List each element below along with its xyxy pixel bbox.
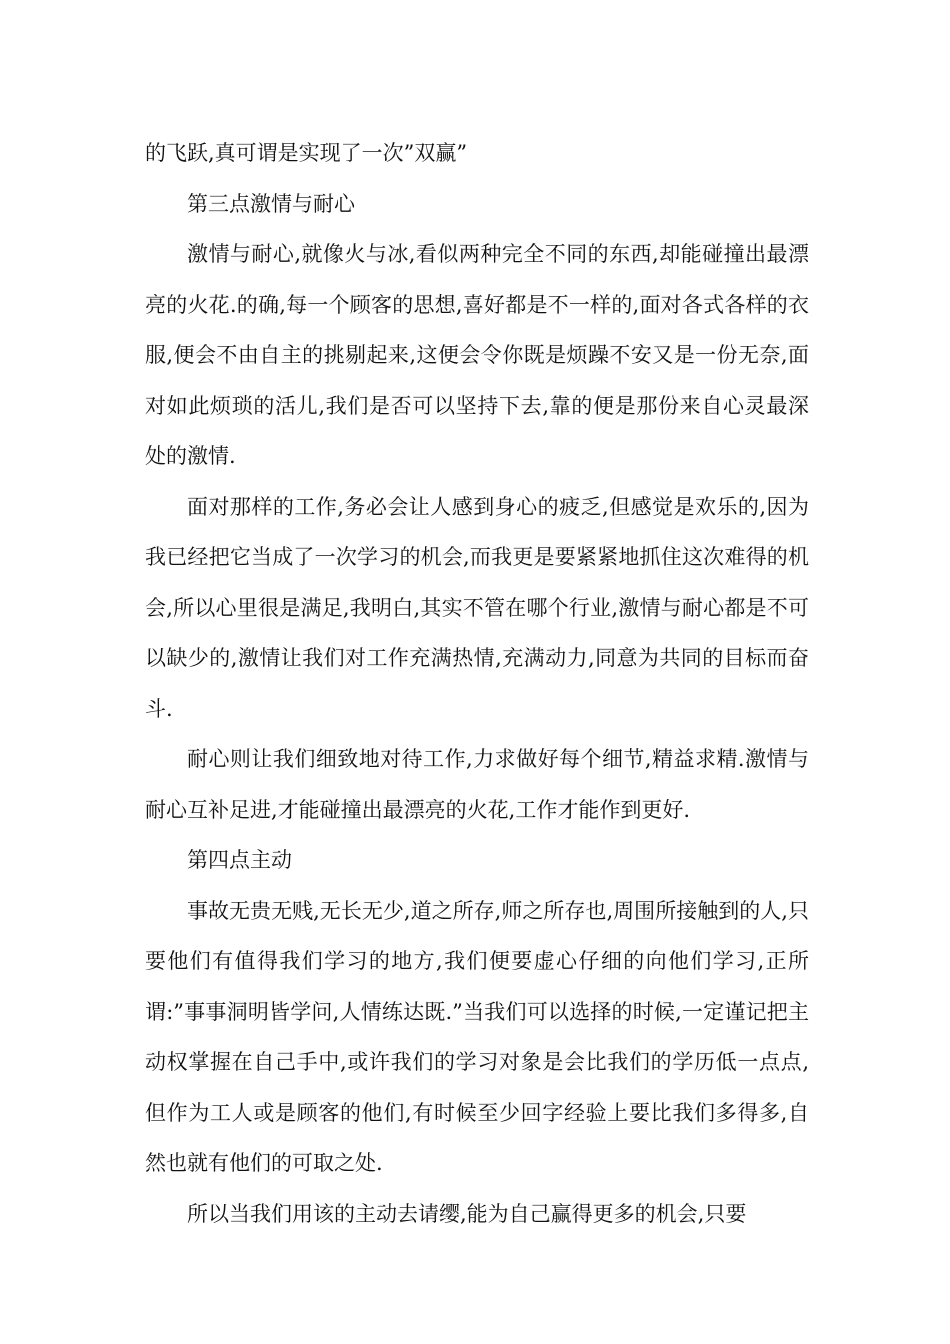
section-heading-passion-patience: 第三点激情与耐心: [187, 191, 355, 216]
continuation-paragraph: 的飞跃,真可谓是实现了一次”双赢”: [145, 141, 468, 165]
document-body: [145, 128, 809, 1239]
paragraph: 所以当我们用该的主动去请缨,能为自己赢得更多的机会,只要: [187, 1201, 747, 1226]
paragraph: 耐心则让我们细致地对待工作,力求做好每个细节,精益求精.激情与耐心互补足进,才能碰撞出最漂亮的火花,工作才能作到更好.: [145, 747, 809, 822]
paragraph: 事故无贵无贱,无长无少,道之所存,师之所存也,周围所接触到的人,只要他们有值得我们学习的地方,我们便要虚心仔细的向他们学习,正所谓:”事事洞明皆学问,人情练达既.”当我们可以选择的时候,一定谨记把主动权掌握在自己手中,或许我们的学习对象是会比我们的学历低一点点,但作为工人或是顾客的他们,有时候至少回字经验上要比我们多得多,自然也就有他们的可取之处.: [145, 898, 809, 1175]
section-heading-initiative: 第四点主动: [187, 848, 292, 872]
paragraph: 激情与耐心,就像火与冰,看似两种完全不同的东西,却能碰撞出最漂亮的火花.的确,每一个顾客的思想,喜好都是不一样的,面对各式各样的衣服,便会不由自主的挑剔起来,这便会令你既是烦躁不安又是一份无奈,面对如此烦琐的活儿,我们是否可以坚持下去,靠的便是那份来自心灵最深处的激情.: [145, 242, 809, 468]
paragraph: 面对那样的工作,务必会让人感到身心的疲乏,但感觉是欢乐的,因为我已经把它当成了一次学习的机会,而我更是要紧紧地抓住这次难得的机会,所以心里很是满足,我明白,其实不管在哪个行业,激情与耐心都是不可以缺少的,激情让我们对工作充满热情,充满动力,同意为共同的目标而奋斗.: [145, 494, 809, 721]
